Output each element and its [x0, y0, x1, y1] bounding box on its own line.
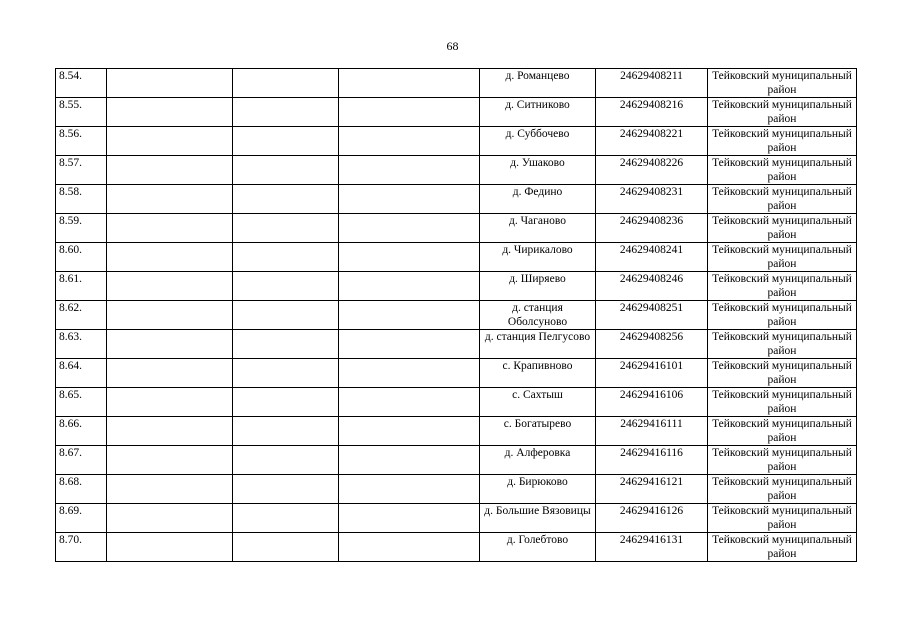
table-row: [56, 504, 857, 533]
empty-cell: [233, 69, 339, 98]
district-cell: Тейковский муниципальный район: [708, 533, 857, 562]
settlement-name-cell: д. станция Пелгусово: [480, 330, 596, 359]
empty-cell: [233, 185, 339, 214]
empty-cell: [233, 388, 339, 417]
oktmo-code-cell: 24629416116: [596, 446, 708, 475]
oktmo-code-cell: 24629408236: [596, 214, 708, 243]
settlement-name-cell: д. Большие Вязовицы: [480, 504, 596, 533]
row-number-cell: 8.56.: [56, 127, 107, 156]
empty-cell: [233, 214, 339, 243]
oktmo-code-cell: 24629416131: [596, 533, 708, 562]
table-row: [56, 185, 857, 214]
table-row: [56, 98, 857, 127]
empty-cell: [339, 417, 480, 446]
empty-cell: [107, 214, 233, 243]
row-number-cell: 8.70.: [56, 533, 107, 562]
table-row: [56, 446, 857, 475]
row-number-cell: 8.63.: [56, 330, 107, 359]
empty-cell: [233, 243, 339, 272]
oktmo-code-cell: 24629416111: [596, 417, 708, 446]
row-number-cell: 8.57.: [56, 156, 107, 185]
table-row: [56, 69, 857, 98]
table-row: [56, 243, 857, 272]
settlement-name-cell: д. Алферовка: [480, 446, 596, 475]
settlement-name-cell: д. Романцево: [480, 69, 596, 98]
district-cell: Тейковский муниципальный район: [708, 388, 857, 417]
empty-cell: [233, 156, 339, 185]
table-row: [56, 214, 857, 243]
table-row: [56, 533, 857, 562]
empty-cell: [107, 475, 233, 504]
empty-cell: [107, 504, 233, 533]
settlement-name-cell: д. Ушаково: [480, 156, 596, 185]
empty-cell: [339, 359, 480, 388]
empty-cell: [107, 69, 233, 98]
district-cell: Тейковский муниципальный район: [708, 272, 857, 301]
oktmo-code-cell: 24629408256: [596, 330, 708, 359]
empty-cell: [107, 388, 233, 417]
empty-cell: [233, 127, 339, 156]
district-cell: Тейковский муниципальный район: [708, 504, 857, 533]
settlement-name-cell: д. Голебтово: [480, 533, 596, 562]
oktmo-code-cell: 24629408216: [596, 98, 708, 127]
oktmo-code-cell: 24629416126: [596, 504, 708, 533]
oktmo-code-cell: 24629416121: [596, 475, 708, 504]
table-body: [56, 69, 857, 562]
empty-cell: [107, 98, 233, 127]
oktmo-code-cell: 24629416106: [596, 388, 708, 417]
empty-cell: [339, 127, 480, 156]
empty-cell: [233, 359, 339, 388]
settlement-name-cell: с. Сахтыш: [480, 388, 596, 417]
table-row: [56, 417, 857, 446]
row-number-cell: 8.69.: [56, 504, 107, 533]
settlement-name-cell: д. Чирикалово: [480, 243, 596, 272]
table-row: [56, 272, 857, 301]
settlement-name-cell: с. Крапивново: [480, 359, 596, 388]
empty-cell: [339, 272, 480, 301]
empty-cell: [339, 185, 480, 214]
district-cell: Тейковский муниципальный район: [708, 417, 857, 446]
district-cell: Тейковский муниципальный район: [708, 359, 857, 388]
settlement-name-cell: д. станция Оболсуново: [480, 301, 596, 330]
district-cell: Тейковский муниципальный район: [708, 475, 857, 504]
empty-cell: [233, 504, 339, 533]
district-cell: Тейковский муниципальный район: [708, 301, 857, 330]
empty-cell: [107, 446, 233, 475]
empty-cell: [233, 475, 339, 504]
settlements-table: [55, 68, 857, 562]
settlement-name-cell: с. Богатырево: [480, 417, 596, 446]
row-number-cell: 8.68.: [56, 475, 107, 504]
empty-cell: [339, 533, 480, 562]
empty-cell: [107, 272, 233, 301]
table-row: [56, 330, 857, 359]
empty-cell: [107, 127, 233, 156]
row-number-cell: 8.61.: [56, 272, 107, 301]
settlement-name-cell: д. Чаганово: [480, 214, 596, 243]
table-row: [56, 359, 857, 388]
row-number-cell: 8.64.: [56, 359, 107, 388]
empty-cell: [233, 417, 339, 446]
row-number-cell: 8.59.: [56, 214, 107, 243]
empty-cell: [339, 156, 480, 185]
empty-cell: [107, 243, 233, 272]
table-row: [56, 127, 857, 156]
row-number-cell: 8.67.: [56, 446, 107, 475]
empty-cell: [107, 417, 233, 446]
settlement-name-cell: д. Суббочево: [480, 127, 596, 156]
oktmo-code-cell: 24629408226: [596, 156, 708, 185]
empty-cell: [339, 243, 480, 272]
row-number-cell: 8.65.: [56, 388, 107, 417]
district-cell: Тейковский муниципальный район: [708, 330, 857, 359]
row-number-cell: 8.62.: [56, 301, 107, 330]
empty-cell: [339, 69, 480, 98]
settlement-name-cell: д. Ширяево: [480, 272, 596, 301]
district-cell: Тейковский муниципальный район: [708, 69, 857, 98]
district-cell: Тейковский муниципальный район: [708, 156, 857, 185]
oktmo-code-cell: 24629416101: [596, 359, 708, 388]
oktmo-code-cell: 24629408246: [596, 272, 708, 301]
empty-cell: [107, 330, 233, 359]
table-row: [56, 475, 857, 504]
oktmo-code-cell: 24629408241: [596, 243, 708, 272]
district-cell: Тейковский муниципальный район: [708, 98, 857, 127]
empty-cell: [107, 533, 233, 562]
empty-cell: [339, 388, 480, 417]
empty-cell: [339, 214, 480, 243]
row-number-cell: 8.54.: [56, 69, 107, 98]
row-number-cell: 8.60.: [56, 243, 107, 272]
settlement-name-cell: д. Ситниково: [480, 98, 596, 127]
district-cell: Тейковский муниципальный район: [708, 214, 857, 243]
empty-cell: [233, 533, 339, 562]
empty-cell: [233, 98, 339, 127]
empty-cell: [107, 156, 233, 185]
empty-cell: [233, 301, 339, 330]
empty-cell: [107, 301, 233, 330]
page-number: 68: [446, 39, 459, 53]
district-cell: Тейковский муниципальный район: [708, 446, 857, 475]
oktmo-code-cell: 24629408231: [596, 185, 708, 214]
empty-cell: [339, 446, 480, 475]
empty-cell: [107, 185, 233, 214]
oktmo-code-cell: 24629408221: [596, 127, 708, 156]
empty-cell: [233, 446, 339, 475]
oktmo-code-cell: 24629408251: [596, 301, 708, 330]
empty-cell: [339, 98, 480, 127]
empty-cell: [107, 359, 233, 388]
district-cell: Тейковский муниципальный район: [708, 127, 857, 156]
settlement-name-cell: д. Федино: [480, 185, 596, 214]
oktmo-code-cell: 24629408211: [596, 69, 708, 98]
empty-cell: [233, 330, 339, 359]
empty-cell: [339, 330, 480, 359]
district-cell: Тейковский муниципальный район: [708, 185, 857, 214]
empty-cell: [233, 272, 339, 301]
table-row: [56, 388, 857, 417]
district-cell: Тейковский муниципальный район: [708, 243, 857, 272]
empty-cell: [339, 301, 480, 330]
empty-cell: [339, 504, 480, 533]
row-number-cell: 8.58.: [56, 185, 107, 214]
table-row: [56, 301, 857, 330]
table-row: [56, 156, 857, 185]
row-number-cell: 8.66.: [56, 417, 107, 446]
settlement-name-cell: д. Бирюково: [480, 475, 596, 504]
row-number-cell: 8.55.: [56, 98, 107, 127]
empty-cell: [339, 475, 480, 504]
